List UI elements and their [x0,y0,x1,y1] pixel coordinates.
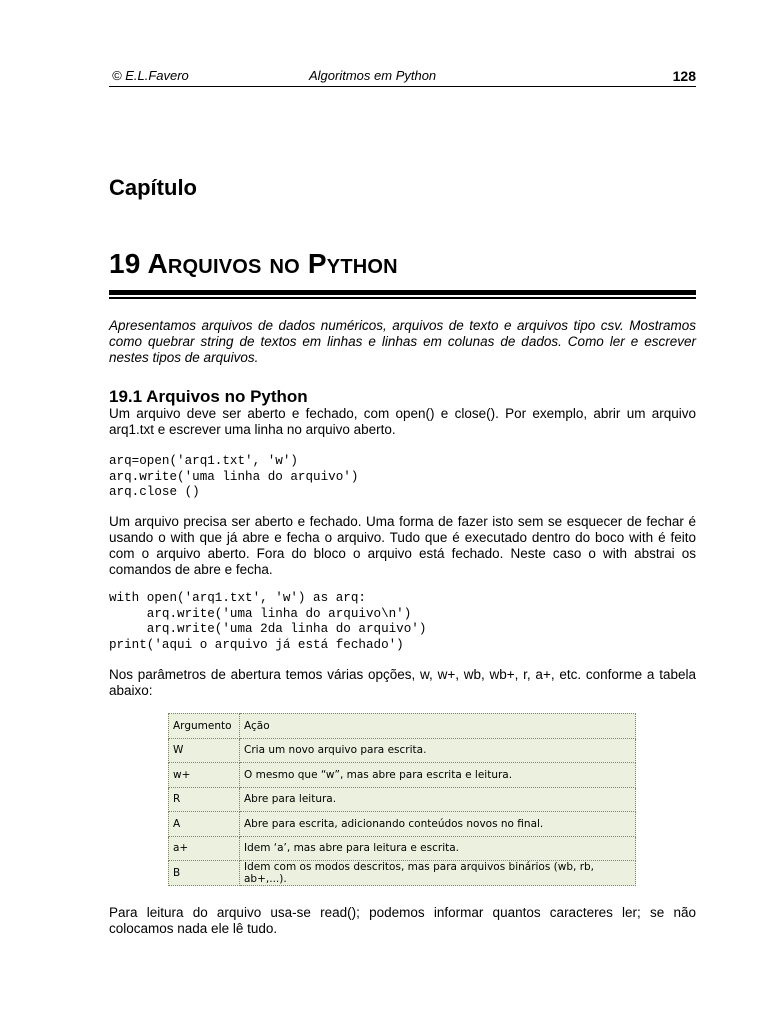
chapter-label: Capítulo [109,175,197,200]
paragraph-4: Para leitura do arquivo usa-se read(); podemos informar quantos caracteres ler; se não colocamos nada ele lê tudo. [109,905,696,936]
page-header [109,66,696,87]
paragraph-1: Um arquivo deve ser aberto e fechado, com open() e close(). Por exemplo, abrir um arquivo arq1.txt e escrever uma linha no arquivo aberto. [109,406,696,437]
table-row [169,812,636,837]
chapter-intro: Apresentamos arquivos de dados numéricos, arquivos de texto e arquivos tipo csv. Mostramos como quebrar string de textos em linhas e linhas em colunas de dados. Como ler e escrever nestes tipos de arquivos. [109,318,696,365]
table-cell-action: Ação [240,714,636,739]
table-row [169,738,636,763]
code-block-2: with open('arq1.txt', 'w') as arq: arq.write('uma linha do arquivo\n') arq.write('uma 2da linha do arquivo') print('aqui o arquivo já está fechado') [109,591,427,652]
title-rule-thick [109,290,696,295]
paragraph-2: Um arquivo precisa ser aberto e fechado. Uma forma de fazer isto sem se esquecer de fechar é usando o with que já abre e fecha o arquivo. Tudo que é executado dentro do boco with é feito com o arquivo aberto. Fora do bloco o arquivo está fechado. Neste caso o with abstrai os comandos de abre e fecha. [109,514,696,577]
section-title: 19.1 Arquivos no Python [109,387,308,406]
table-row [169,787,636,812]
table-cell-action: Abre para escrita, adicionando conteúdos novos no final. [240,812,636,837]
table-cell-arg: Argumento [169,714,240,739]
table-row [169,861,636,886]
table-row [169,763,636,788]
table-row [169,714,636,739]
table-cell-arg: A [169,812,240,837]
header-book-title: Algoritmos em Python [309,68,437,83]
table-cell-arg: R [169,787,240,812]
title-rule-thin [109,297,696,299]
table-cell-arg: B [169,861,240,886]
table-cell-arg: a+ [169,836,240,861]
chapter-title: 19 Arquivos no Python [109,248,398,279]
header-author: © E.L.Favero [112,68,189,83]
table-cell-action: Cria um novo arquivo para escrita. [240,738,636,763]
paragraph-3: Nos parâmetros de abertura temos várias opções, w, w+, wb, wb+, r, a+, etc. conforme a tabela abaixo: [109,667,696,698]
table-cell-arg: W [169,738,240,763]
table-cell-action: Idem com os modos descritos, mas para arquivos binários (wb, rb, ab+,...). [240,861,636,886]
table-cell-arg: w+ [169,763,240,788]
table-cell-action: Idem ‘a’, mas abre para leitura e escrita. [240,836,636,861]
table-cell-action: Abre para leitura. [240,787,636,812]
table-cell-action: O mesmo que “w”, mas abre para escrita e leitura. [240,763,636,788]
page-number: 128 [672,68,696,84]
code-block-1: arq=open('arq1.txt', 'w') arq.write('uma linha do arquivo') arq.close () [109,454,359,499]
table-row [169,836,636,861]
open-modes-table [168,713,636,886]
